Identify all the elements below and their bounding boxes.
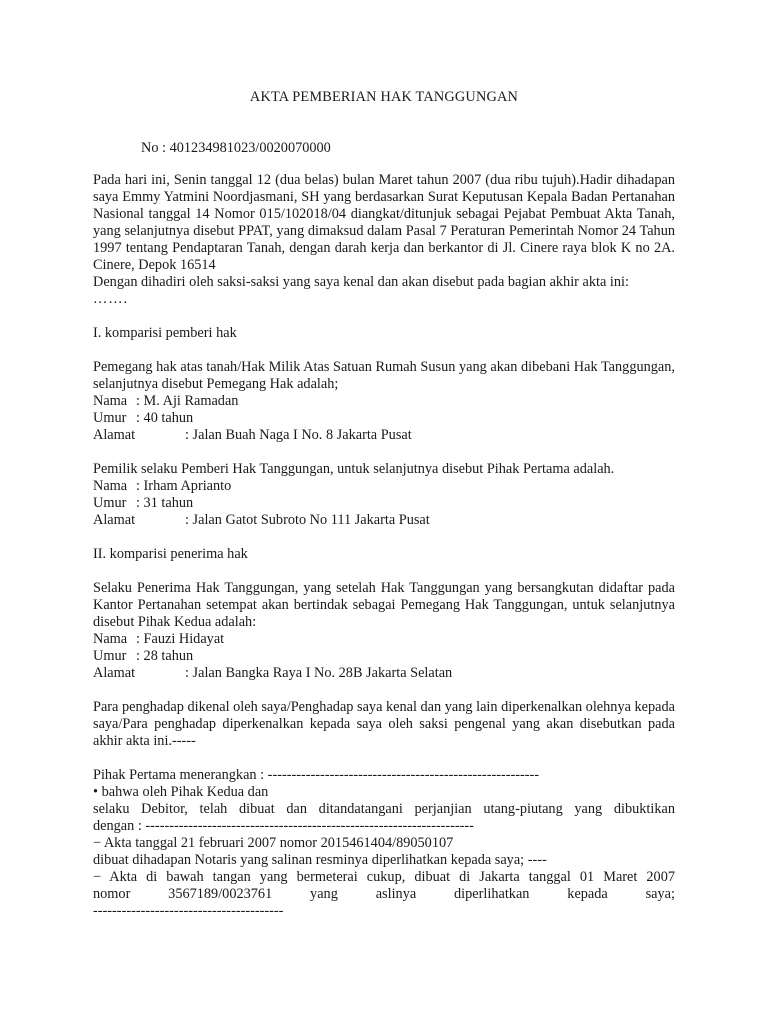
akta-2-line-3: ----------------------------------------	[93, 903, 284, 919]
witness-line: Dengan dihadiri oleh saksi-saksi yang saya kenal dan akan disebut pada bagian akhir akta ini:	[93, 274, 629, 290]
nama-label: Nama	[93, 393, 128, 409]
receiver-intro: Selaku Penerima Hak Tanggungan, yang setelah Hak Tanggungan yang bersangkutan didaftar pada Kantor Pertanahan setempat akan bertindak sebagai Pemegang Hak Tanggungan, untuk selanjutnya disebut Pihak Kedua adalah:	[93, 580, 675, 630]
debitor-line-2: dengan : ---------------------------------------------------------------------	[93, 818, 474, 834]
alamat-label: Alamat	[93, 665, 136, 681]
holder-alamat-row	[93, 427, 675, 444]
intro-paragraph: Pada hari ini, Senin tanggal 12 (dua belas) bulan Maret tahun 2007 (dua ribu tujuh).Hadir dihadapan saya Emmy Yatmini Noordjasmani, SH yang berdasarkan Surat Keputusan Kepala Badan Pertanahan Nasional tanggal 14 Nomor 015/102018/04 diangkat/ditunjuk sebagai Pejabat Pembuat Akta Tanah, yang selanjutnya disebut PPAT, yang dimaksud dalam Pasal 7 Peraturan Pemerintah Nomor 24 Tahun 1997 tentang Pendaptaran Tanah, dengan darah kerja dan berkantor di Jl. Cinere raya blok K no 2A. Cinere, Depok 16514	[93, 172, 675, 273]
statements-bullet: • bahwa oleh Pihak Kedua dan	[93, 784, 269, 800]
nama-label: Nama	[93, 631, 128, 647]
umur-label: Umur	[93, 648, 127, 664]
alamat-label: Alamat	[93, 512, 136, 528]
parties-paragraph: Para penghadap dikenal oleh saya/Penghadap saya kenal dan yang lain diperkenalkan olehnya kepada saya/Para penghadap diperkenalkan kepada saya oleh saksi pengenal yang akan disebutkan pada akhir akta ini.-----	[93, 699, 675, 749]
witness-dots: …….	[93, 291, 129, 307]
umur-label: Umur	[93, 495, 127, 511]
holder-intro: Pemegang hak atas tanah/Hak Milik Atas Satuan Rumah Susun yang akan dibebani Hak Tanggungan, selanjutnya disebut Pemegang Hak adalah;	[93, 359, 675, 392]
akta-2-line-2: nomor 3567189/0023761 yang aslinya diperlihatkan kepada saya;	[93, 886, 675, 902]
holder-umur-value: : 40 tahun	[136, 410, 194, 426]
owner-alamat-value: : Jalan Gatot Subroto No 111 Jakarta Pusat	[185, 512, 430, 528]
holder-nama-value: : M. Aji Ramadan	[136, 393, 239, 409]
akta-1-line-2: dibuat dihadapan Notaris yang salinan resminya diperlihatkan kepada saya; ----	[93, 852, 547, 868]
section-1-heading: I. komparisi pemberi hak	[93, 325, 237, 341]
receiver-umur-row	[93, 648, 675, 665]
receiver-nama-value: : Fauzi Hidayat	[136, 631, 225, 647]
owner-nama-row	[93, 478, 675, 495]
document-title: AKTA PEMBERIAN HAK TANGGUNGAN	[249, 89, 519, 105]
receiver-nama-row	[93, 631, 675, 648]
document-body	[93, 172, 675, 920]
receiver-umur-value: : 28 tahun	[136, 648, 194, 664]
akta-1-line-1: − Akta tanggal 21 februari 2007 nomor 2015461404/89050107	[93, 835, 454, 851]
nama-label: Nama	[93, 478, 128, 494]
receiver-alamat-value: : Jalan Bangka Raya I No. 28B Jakarta Selatan	[185, 665, 453, 681]
holder-alamat-value: : Jalan Buah Naga I No. 8 Jakarta Pusat	[185, 427, 412, 443]
alamat-label: Alamat	[93, 427, 136, 443]
akta-2-line-1: − Akta di bawah tangan yang bermeterai cukup, dibuat di Jakarta tanggal 01 Maret 2007	[93, 869, 675, 885]
owner-intro: Pemilik selaku Pemberi Hak Tanggungan, untuk selanjutnya disebut Pihak Pertama adalah.	[93, 461, 615, 477]
debitor-line-1: selaku Debitor, telah dibuat dan ditandatangani perjanjian utang-piutang yang dibuktikan	[93, 801, 675, 817]
document-number: No : 401234981023/0020070000	[141, 140, 331, 156]
holder-umur-row	[93, 410, 675, 427]
receiver-alamat-row	[93, 665, 675, 682]
umur-label: Umur	[93, 410, 127, 426]
owner-umur-value: : 31 tahun	[136, 495, 194, 511]
owner-alamat-row	[93, 512, 675, 529]
holder-nama-row	[93, 393, 675, 410]
statements-lead: Pihak Pertama menerangkan : ---------------------------------------------------------	[93, 767, 540, 783]
owner-umur-row	[93, 495, 675, 512]
owner-nama-value: : Irham Aprianto	[136, 478, 232, 494]
section-2-heading: II. komparisi penerima hak	[93, 546, 248, 562]
